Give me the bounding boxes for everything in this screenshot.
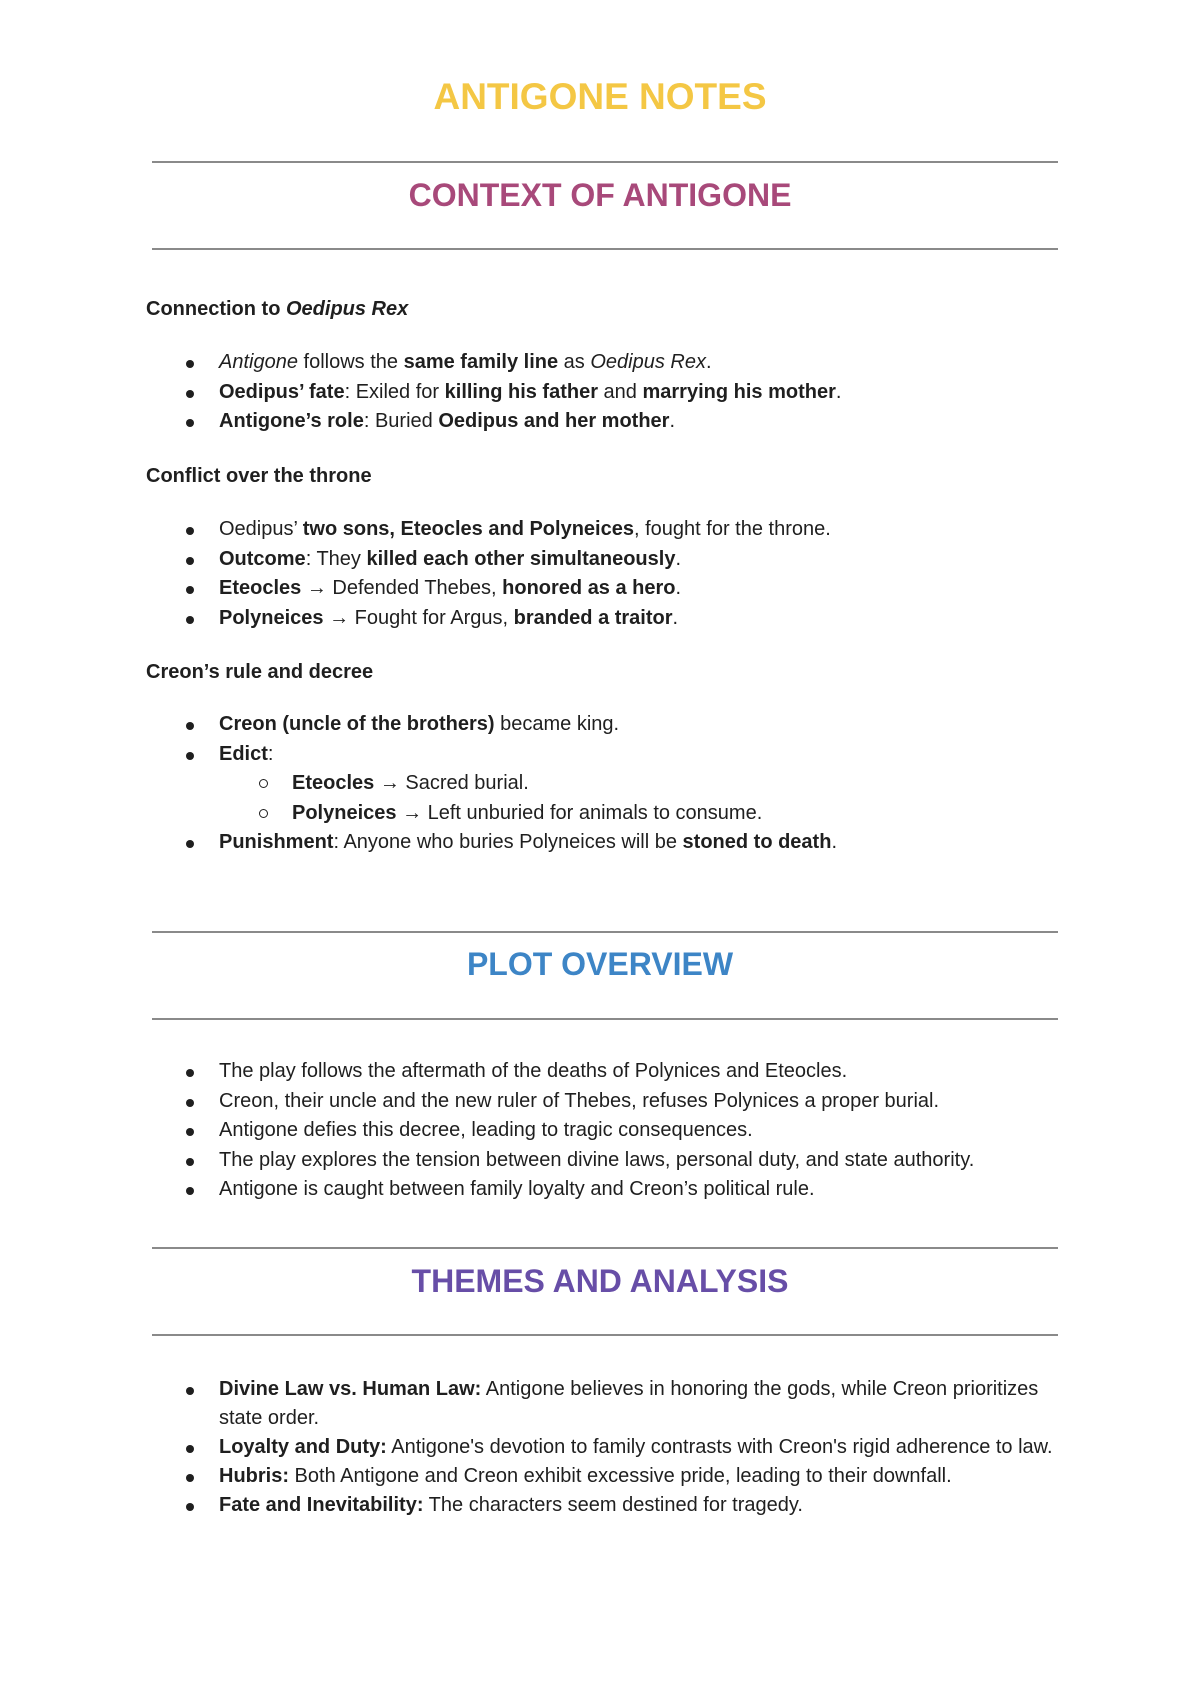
section-heading-context: CONTEXT OF ANTIGONE <box>408 177 792 213</box>
list-item: Divine Law vs. Human Law: Antigone believes in honoring the gods, while Creon prioritizes state order. <box>219 1375 1059 1433</box>
list-item: Polyneices → Fought for Argus, branded a traitor. <box>219 604 1099 634</box>
section-heading-plot: PLOT OVERVIEW <box>466 946 734 982</box>
subheading-creon: Creon’s rule and decree <box>146 661 374 683</box>
list-item: Eteocles → Defended Thebes, honored as a hero. <box>219 574 1099 604</box>
divider <box>152 1018 1058 1020</box>
divider <box>152 1334 1058 1336</box>
list-item: Antigone defies this decree, leading to tragic consequences. <box>219 1116 1099 1146</box>
sub-list-item: Polyneices → Left unburied for animals to consume. <box>292 799 1099 829</box>
subheading-text: Connection to <box>146 298 286 320</box>
list-item: Oedipus’ fate: Exiled for killing his father and marrying his mother. <box>219 378 1099 408</box>
list-item: Edict: Eteocles → Sacred burial. Polyneices → Left unburied for animals to consume. <box>219 740 1099 829</box>
divider <box>152 1247 1058 1249</box>
creon-list <box>219 710 1099 858</box>
divider <box>152 248 1058 250</box>
edict-sublist <box>219 769 1099 828</box>
list-item: Antigone follows the same family line as Oedipus Rex. <box>219 348 1099 378</box>
list-item: Oedipus’ two sons, Eteocles and Polyneices, fought for the throne. <box>219 515 1099 545</box>
themes-list <box>219 1375 1059 1520</box>
list-item: Outcome: They killed each other simultaneously. <box>219 545 1099 575</box>
list-item: Loyalty and Duty: Antigone's devotion to family contrasts with Creon's rigid adherence to law. <box>219 1433 1059 1462</box>
conflict-list <box>219 515 1099 633</box>
divider <box>152 161 1058 163</box>
subheading-conflict: Conflict over the throne <box>146 465 372 487</box>
list-item: Antigone’s role: Buried Oedipus and her mother. <box>219 407 1099 437</box>
list-item: Fate and Inevitability: The characters seem destined for tragedy. <box>219 1491 1059 1520</box>
list-item: Antigone is caught between family loyalty and Creon’s political rule. <box>219 1175 1099 1205</box>
section-heading-themes: THEMES AND ANALYSIS <box>411 1263 789 1299</box>
list-item: Creon, their uncle and the new ruler of Thebes, refuses Polynices a proper burial. <box>219 1087 1099 1117</box>
list-item: Punishment: Anyone who buries Polyneices will be stoned to death. <box>219 828 1099 858</box>
subheading-emphasis: Oedipus Rex <box>285 298 409 320</box>
list-item: The play explores the tension between divine laws, personal duty, and state authority. <box>219 1146 1099 1176</box>
document-title: ANTIGONE NOTES <box>433 76 767 117</box>
sub-list-item: Eteocles → Sacred burial. <box>292 769 1099 799</box>
plot-list <box>219 1057 1099 1205</box>
list-item: The play follows the aftermath of the deaths of Polynices and Eteocles. <box>219 1057 1099 1087</box>
subheading-connection <box>146 296 408 322</box>
list-item: Creon (uncle of the brothers) became king. <box>219 710 1099 740</box>
divider <box>152 931 1058 933</box>
connection-list <box>219 348 1099 437</box>
list-item: Hubris: Both Antigone and Creon exhibit excessive pride, leading to their downfall. <box>219 1462 1059 1491</box>
